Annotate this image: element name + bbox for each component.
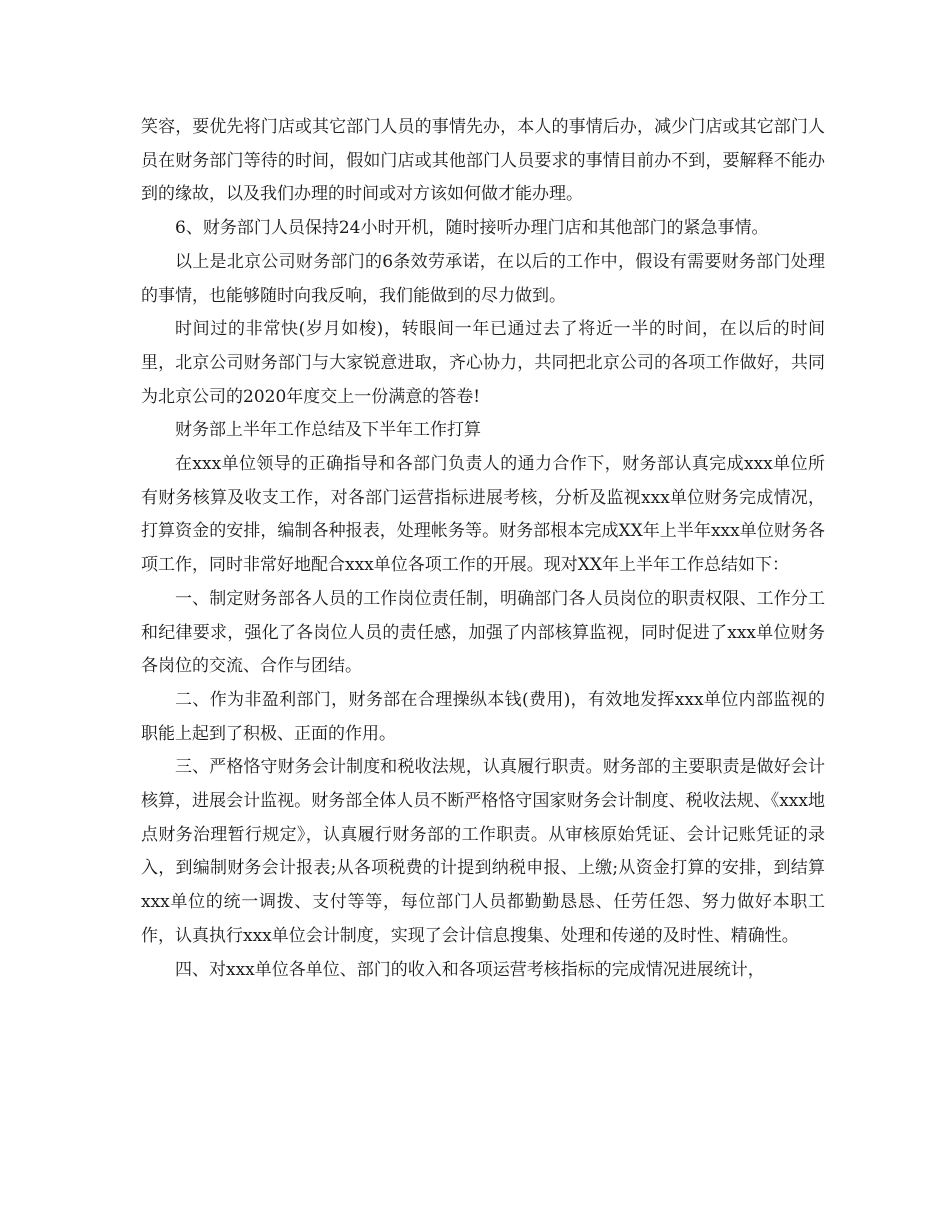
paragraph-3: 以上是北京公司财务部门的6条效劳承诺，在以后的工作中，假设有需要财务部门处理的事情，也能够随时向我反响，我们能做到的尽力做到。 [141,251,825,306]
paragraph-6: 在xxx单位领导的正确指导和各部门负责人的通力合作下，财务部认真完成xxx单位所有财务核算及收支工作，对各部门运营指标进展考核，分析及监视xxx单位财务完成情况，打算资金的安排，编制各种报表，处理帐务等。财务部根本完成XX年上半年xxx单位财务各项工作，同时非常好地配合xxx单位各项工作的开展。现对XX年上半年工作总结如下： [141,454,825,576]
section-heading: 财务部上半年工作总结及下半年工作打算 [175,420,481,441]
paragraph-1: 笑容，要优先将门店或其它部门人员的事情先办，本人的事情后办，减少门店或其它部门人员在财务部门等待的时间，假如门店或其他部门人员要求的事情目前办不到，要解释不能办到的缘故，以及我们办理的时间或对方该如何做才能办理。 [141,117,825,205]
paragraph-2: 6、财务部门人员保持24小时开机，随时接听办理门店和其他部门的紧急事情。 [175,218,769,239]
paragraph-4: 时间过的非常快(岁月如梭)，转眼间一年已通过去了将近一半的时间，在以后的时间里，北京公司财务部门与大家锐意进取，齐心协力，共同把北京公司的各项工作做好，共同为北京公司的2020年度交上一份满意的答卷! [141,319,825,407]
paragraph-9: 三、严格恪守财务会计制度和税收法规，认真履行职责。财务部的主要职责是做好会计核算，进展会计监视。财务部全体人员不断严格恪守国家财务会计制度、税收法规、《xxx地点财务治理暂行规定》，认真履行财务部的工作职责。从审核原始凭证、会计记账凭证的录入，到编制财务会计报表;从各项税费的计提到纳税申报、上缴;从资金打算的安排，到结算xxx单位的统一调拨、支付等等，每位部门人员都勤勤恳恳、任劳任怨、努力做好本职工作，认真执行xxx单位会计制度，实现了会计信息搜集、处理和传递的及时性、精确性。 [141,757,825,946]
paragraph-10: 四、对xxx单位各单位、部门的收入和各项运营考核指标的完成情况进展统计， [175,959,765,980]
paragraph-7: 一、制定财务部各人员的工作岗位责任制，明确部门各人员岗位的职责权限、工作分工和纪律要求，强化了各岗位人员的责任感，加强了内部核算监视，同时促进了xxx单位财务各岗位的交流、合作与团结。 [141,588,825,677]
document-body [141,111,825,987]
paragraph-8: 二、作为非盈利部门，财务部在合理操纵本钱(费用)，有效地发挥xxx单位内部监视的职能上起到了积极、正面的作用。 [141,689,825,744]
